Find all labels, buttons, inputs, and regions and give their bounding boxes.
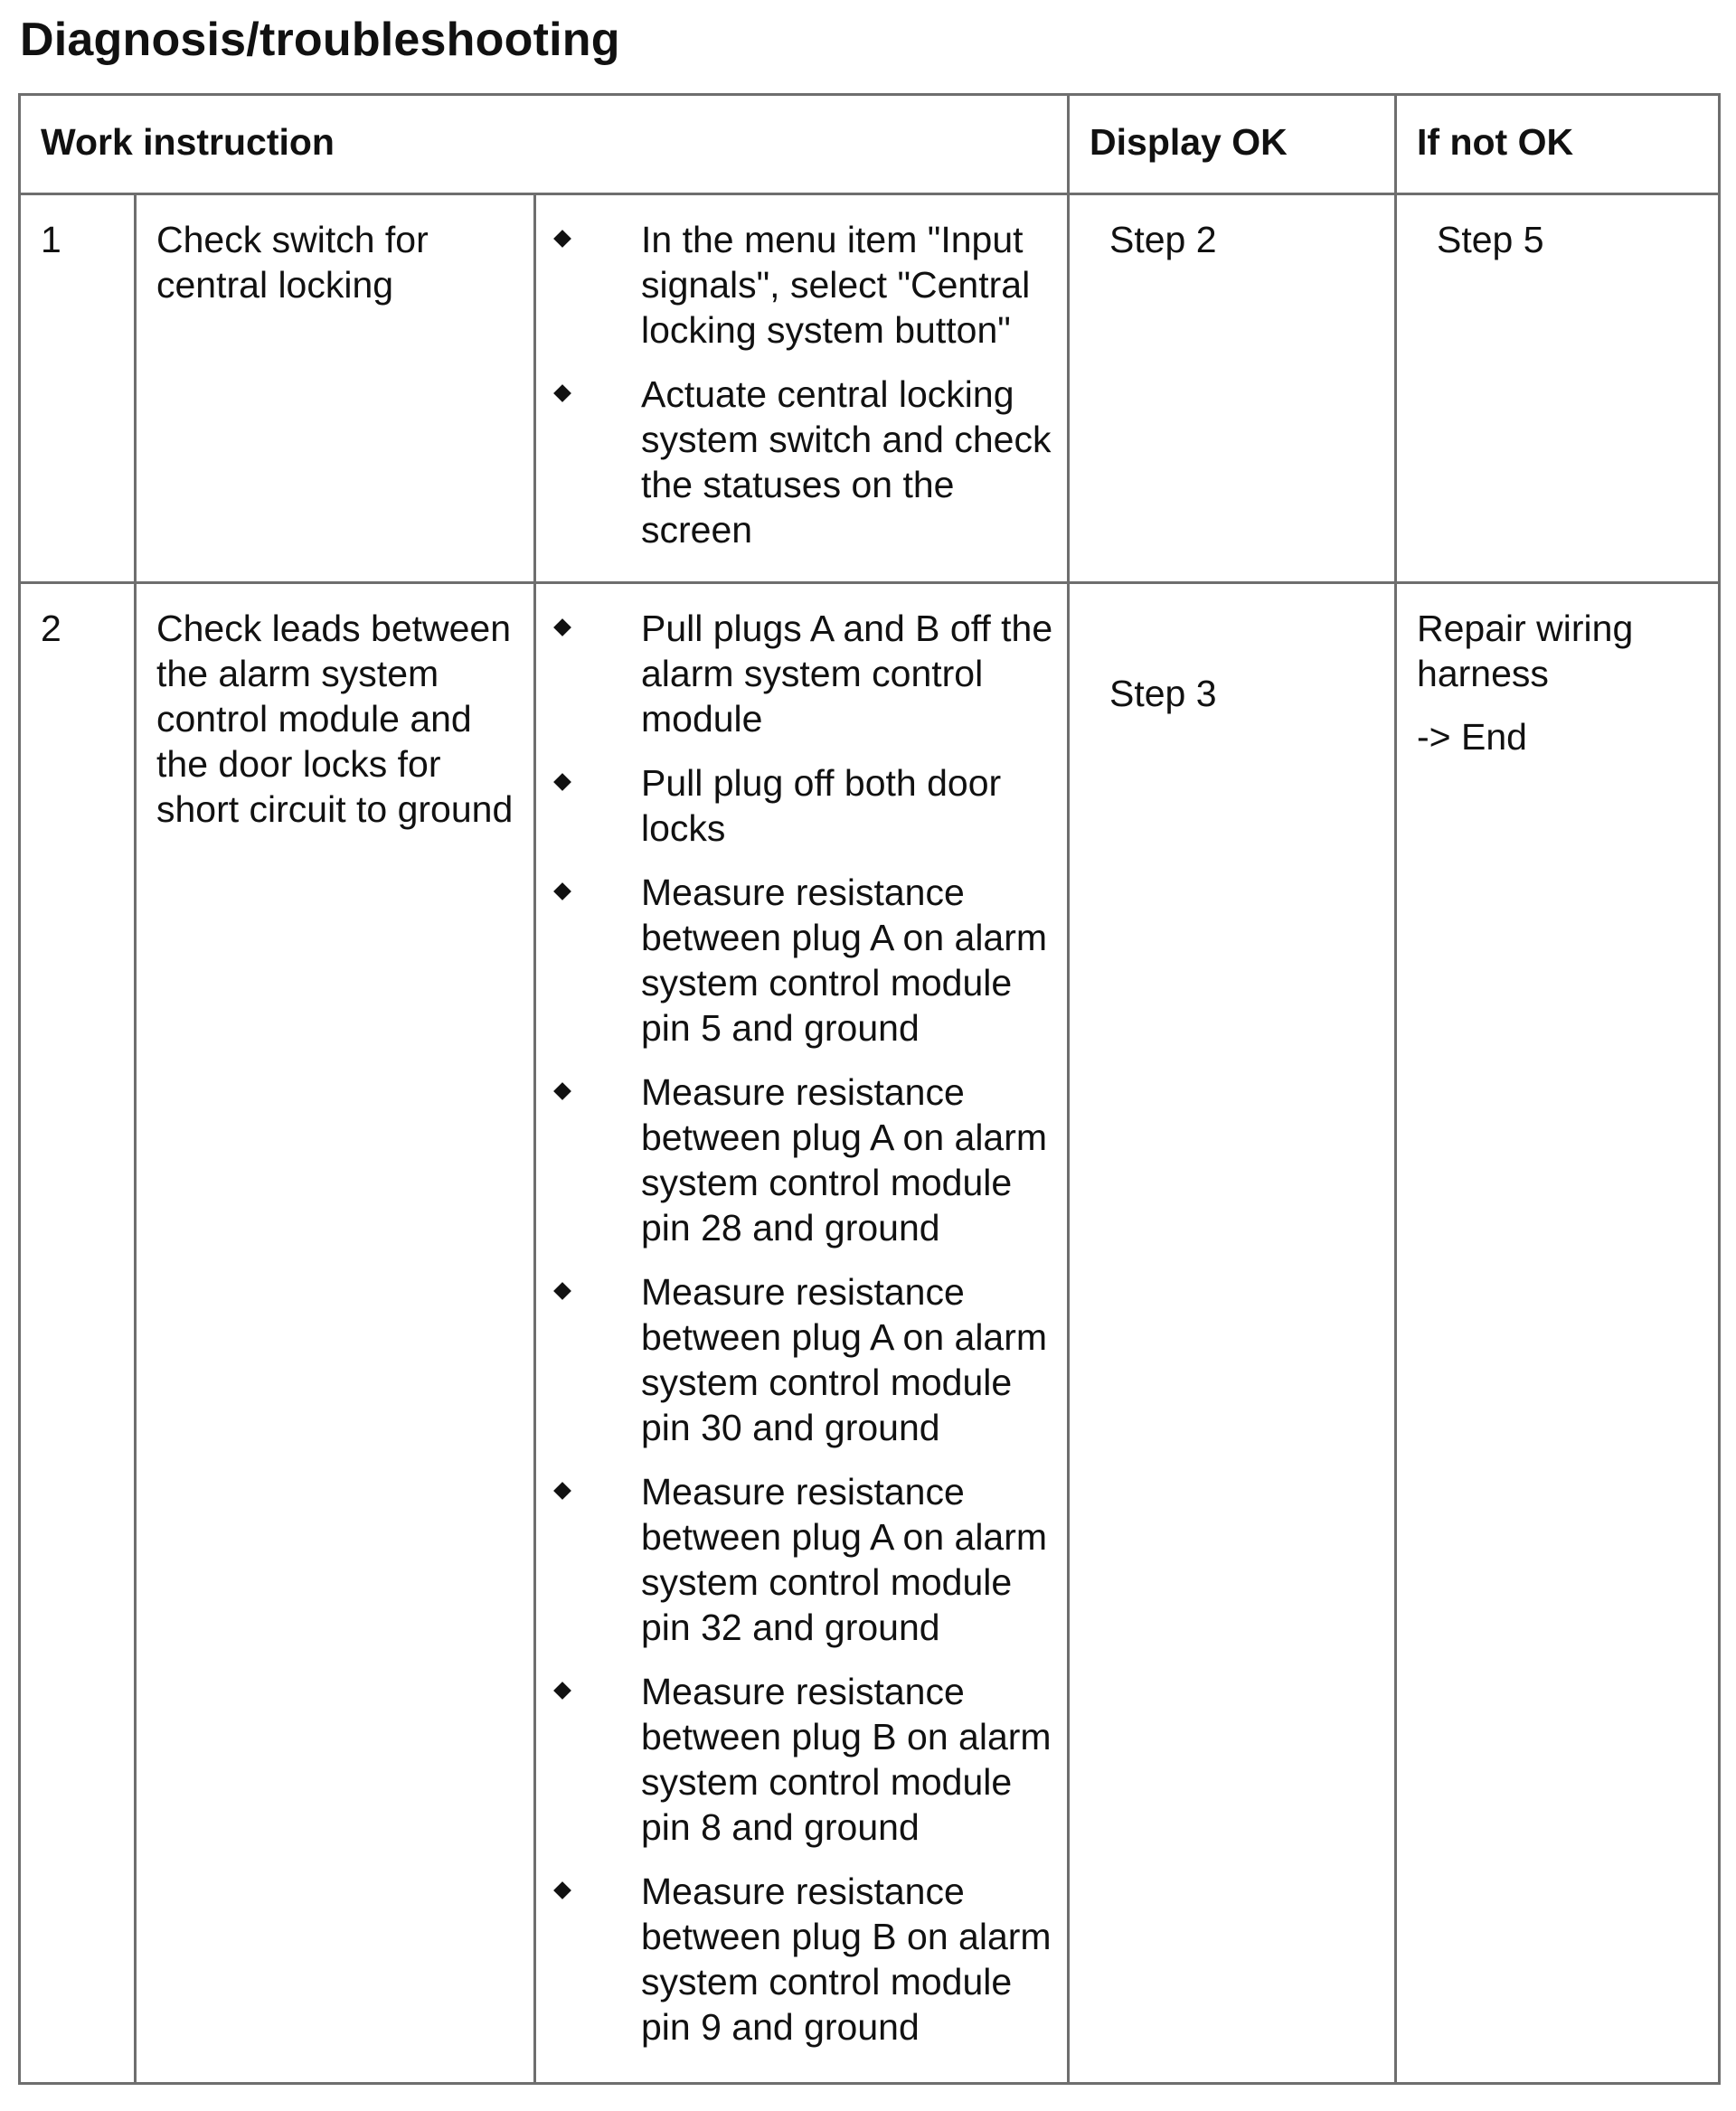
instruction-text: In the menu item "Input signals", select "Central locking system button" (641, 219, 1031, 351)
diamond-bullet-icon (553, 618, 571, 636)
instruction-text: Actuate central locking system switch and check the statuses on the screen (641, 373, 1052, 551)
diamond-bullet-icon (553, 882, 571, 900)
list-item (536, 1669, 1056, 1850)
table-header-row (20, 95, 1720, 194)
instruction-text: Measure resistance between plug A on alarm system control module pin 5 and ground (641, 872, 1048, 1049)
step-number: 2 (20, 583, 136, 2084)
list-item (536, 372, 1056, 552)
display-ok-value: Step 3 (1069, 583, 1396, 2084)
instruction-text: Measure resistance between plug A on alarm system control module pin 28 and ground (641, 1071, 1048, 1249)
diamond-bullet-icon (553, 1881, 571, 1899)
diamond-bullet-icon (553, 230, 571, 248)
list-item (536, 1869, 1056, 2050)
list-item (536, 1269, 1056, 1450)
diamond-bullet-icon (553, 773, 571, 791)
if-not-ok-value: Repair wiring harness (1417, 608, 1634, 694)
step-instructions (535, 194, 1069, 583)
troubleshooting-table (18, 93, 1721, 2085)
list-item (536, 1070, 1056, 1250)
diamond-bullet-icon (553, 1682, 571, 1700)
page-title: Diagnosis/troubleshooting (20, 14, 620, 66)
instruction-text: Pull plug off both door locks (641, 762, 1002, 849)
if-not-ok-next: -> End (1417, 716, 1527, 758)
header-work-instruction: Work instruction (20, 95, 1069, 194)
step-number: 1 (20, 194, 136, 583)
list-item (536, 870, 1056, 1051)
list-item (536, 760, 1056, 851)
header-if-not-ok: If not OK (1396, 95, 1720, 194)
header-display-ok: Display OK (1069, 95, 1396, 194)
diamond-bullet-icon (553, 1082, 571, 1100)
step-instructions (535, 583, 1069, 2084)
list-item (536, 1469, 1056, 1650)
list-item (536, 217, 1056, 353)
table-row (20, 194, 1720, 583)
display-ok-value: Step 2 (1069, 194, 1396, 583)
list-item (536, 606, 1056, 741)
table-row (20, 583, 1720, 2084)
diamond-bullet-icon (553, 1282, 571, 1300)
diamond-bullet-icon (553, 384, 571, 402)
instruction-text: Measure resistance between plug B on alarm system control module pin 8 and ground (641, 1671, 1052, 1848)
if-not-ok-cell (1396, 583, 1720, 2084)
if-not-ok-value: Step 5 (1396, 194, 1720, 583)
instruction-text: Measure resistance between plug A on alarm system control module pin 30 and ground (641, 1271, 1048, 1448)
instruction-text: Measure resistance between plug B on alarm system control module pin 9 and ground (641, 1871, 1052, 2048)
instruction-text: Measure resistance between plug A on alarm system control module pin 32 and ground (641, 1471, 1048, 1648)
step-task: Check leads between the alarm system control module and the door locks for short circuit to ground (136, 583, 535, 2084)
diamond-bullet-icon (553, 1482, 571, 1500)
instruction-text: Pull plugs A and B off the alarm system control module (641, 608, 1053, 740)
step-task: Check switch for central locking (136, 194, 535, 583)
